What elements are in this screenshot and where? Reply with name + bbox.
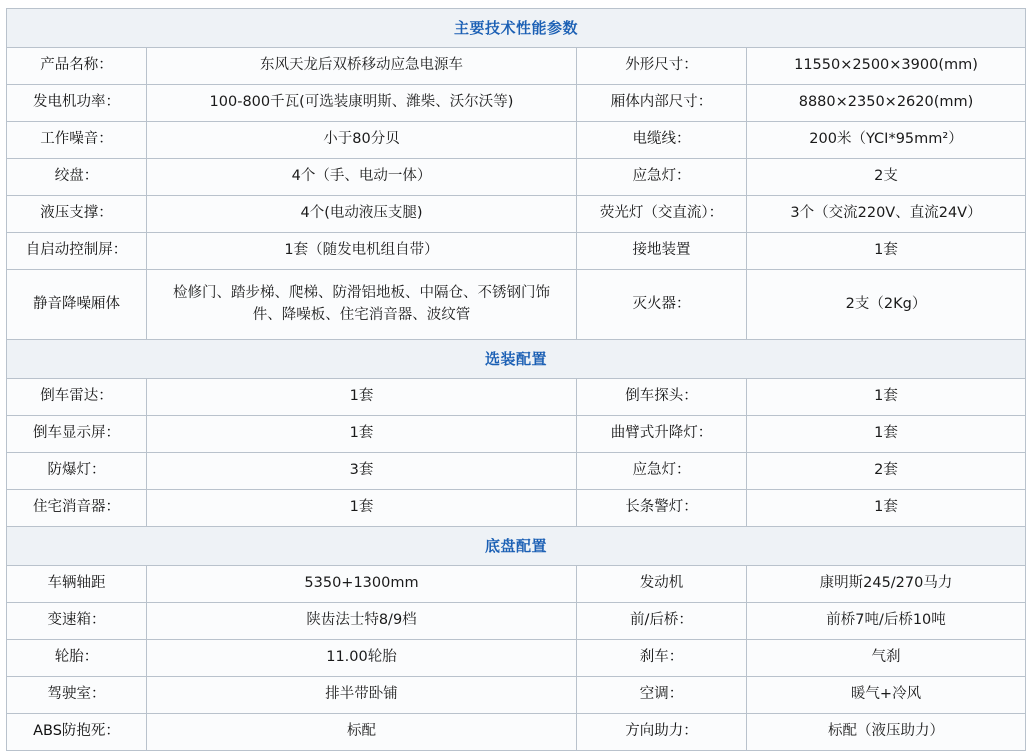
row-value: 东风天龙后双桥移动应急电源车: [147, 48, 577, 85]
table-row: [7, 122, 1026, 159]
row-value: 排半带卧铺: [147, 677, 577, 714]
row-label: 倒车雷达：: [7, 379, 147, 416]
row-value: 暖气+冷风: [747, 677, 1026, 714]
row-label: ABS防抱死：: [7, 714, 147, 751]
table-row: [7, 233, 1026, 270]
table-row: [7, 453, 1026, 490]
row-label: 车辆轴距: [7, 566, 147, 603]
table-row: [7, 85, 1026, 122]
row-label: 住宅消音器：: [7, 490, 147, 527]
row-value: 5350+1300mm: [147, 566, 577, 603]
row-value: 康明斯245/270马力: [747, 566, 1026, 603]
row-value: 1套: [747, 379, 1026, 416]
row-value: 1套: [147, 490, 577, 527]
table-row: [7, 677, 1026, 714]
row-value: 1套: [747, 416, 1026, 453]
row-label: 倒车显示屏：: [7, 416, 147, 453]
row-value: 3个（交流220V、直流24V）: [747, 196, 1026, 233]
row-value: 检修门、踏步梯、爬梯、防滑铝地板、中隔仓、不锈钢门饰件、降噪板、住宅消音器、波纹管: [147, 270, 577, 340]
row-label: 绞盘：: [7, 159, 147, 196]
table-row: [7, 270, 1026, 340]
row-label: 接地装置: [577, 233, 747, 270]
table-row: [7, 490, 1026, 527]
row-value: 1套: [147, 416, 577, 453]
row-label: 产品名称：: [7, 48, 147, 85]
row-label: 荧光灯（交直流）：: [577, 196, 747, 233]
table-row: [7, 566, 1026, 603]
row-value: 11.00轮胎: [147, 640, 577, 677]
row-label: 长条警灯：: [577, 490, 747, 527]
row-value: 1套（随发电机组自带）: [147, 233, 577, 270]
row-value: 3套: [147, 453, 577, 490]
row-label: 轮胎：: [7, 640, 147, 677]
row-label: 驾驶室：: [7, 677, 147, 714]
row-value: 标配: [147, 714, 577, 751]
row-label: 防爆灯：: [7, 453, 147, 490]
row-label: 液压支撑：: [7, 196, 147, 233]
table-row: [7, 196, 1026, 233]
section-header-row: [7, 527, 1026, 566]
row-label: 应急灯：: [577, 159, 747, 196]
row-label: 方向助力：: [577, 714, 747, 751]
row-label: 发电机功率：: [7, 85, 147, 122]
row-value: 前桥7吨/后桥10吨: [747, 603, 1026, 640]
row-label: 发动机: [577, 566, 747, 603]
row-label: 外形尺寸：: [577, 48, 747, 85]
specification-table: [6, 8, 1026, 751]
section-header-row: [7, 340, 1026, 379]
row-value: 小于80分贝: [147, 122, 577, 159]
row-value: 2支: [747, 159, 1026, 196]
row-label: 应急灯：: [577, 453, 747, 490]
row-label: 倒车探头：: [577, 379, 747, 416]
row-value: 陕齿法士特8/9档: [147, 603, 577, 640]
table-body: [7, 9, 1026, 751]
section-title: 底盘配置: [7, 527, 1026, 566]
table-row: [7, 603, 1026, 640]
row-value: 2支（2Kg）: [747, 270, 1026, 340]
table-row: [7, 714, 1026, 751]
row-label: 变速箱：: [7, 603, 147, 640]
row-value: 4个(电动液压支腿): [147, 196, 577, 233]
row-value: 标配（液压助力）: [747, 714, 1026, 751]
row-label: 前/后桥：: [577, 603, 747, 640]
table-row: [7, 159, 1026, 196]
row-label: 自启动控制屏：: [7, 233, 147, 270]
row-value: 4个（手、电动一体）: [147, 159, 577, 196]
row-value: 8880×2350×2620(mm): [747, 85, 1026, 122]
row-value: 11550×2500×3900(mm): [747, 48, 1026, 85]
row-label: 静音降噪厢体: [7, 270, 147, 340]
row-label: 刹车：: [577, 640, 747, 677]
row-label: 灭火器：: [577, 270, 747, 340]
row-value: 气刹: [747, 640, 1026, 677]
table-row: [7, 48, 1026, 85]
row-label: 曲臂式升降灯：: [577, 416, 747, 453]
row-value: 200米（YCI*95mm²）: [747, 122, 1026, 159]
table-row: [7, 379, 1026, 416]
section-header-row: [7, 9, 1026, 48]
row-value: 1套: [747, 490, 1026, 527]
section-title: 选装配置: [7, 340, 1026, 379]
row-label: 工作噪音：: [7, 122, 147, 159]
row-value: 2套: [747, 453, 1026, 490]
row-value: 100-800千瓦(可选装康明斯、潍柴、沃尔沃等): [147, 85, 577, 122]
row-label: 电缆线：: [577, 122, 747, 159]
row-label: 厢体内部尺寸：: [577, 85, 747, 122]
row-value: 1套: [747, 233, 1026, 270]
section-title: 主要技术性能参数: [7, 9, 1026, 48]
table-row: [7, 416, 1026, 453]
row-label: 空调：: [577, 677, 747, 714]
row-value: 1套: [147, 379, 577, 416]
